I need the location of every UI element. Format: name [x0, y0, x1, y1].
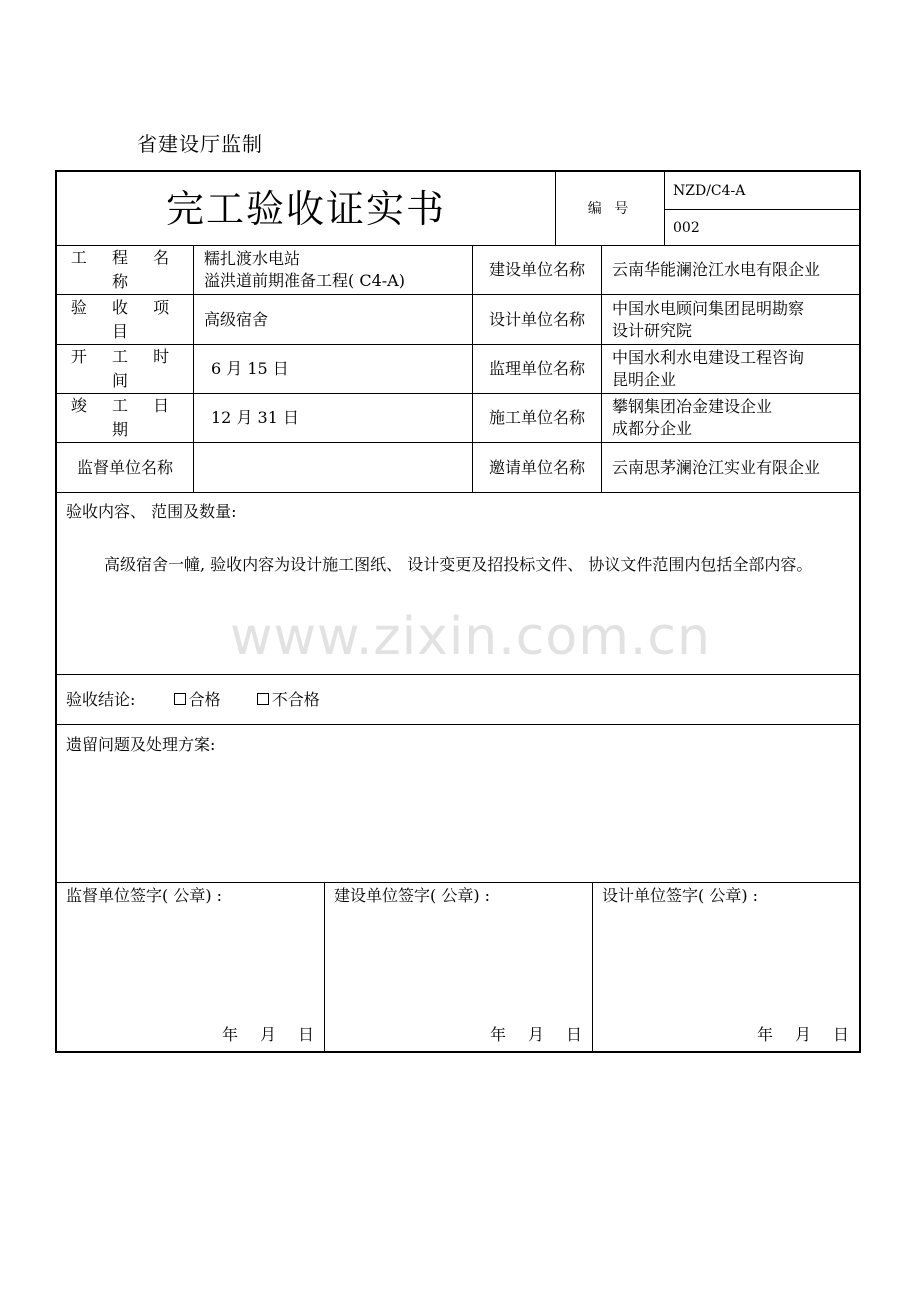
fail-checkbox-icon[interactable] — [257, 693, 269, 705]
signature-designer-label: 设计单位签字( 公章) : — [602, 886, 759, 905]
project-name-line1: 糯扎渡水电站 — [204, 249, 301, 268]
oversight-label-text: 监督单位名称 — [76, 457, 173, 477]
completion-date-label-text: 竣 工 日 期 — [70, 396, 180, 439]
signature-builder — [325, 883, 593, 1051]
day-label: 日 — [565, 1025, 582, 1044]
header-note: 省建设厅监制 — [137, 132, 263, 156]
project-name-value — [194, 246, 473, 295]
constructor-line2: 成都分企业 — [612, 419, 693, 438]
fail-label: 不合格 — [271, 690, 320, 709]
year-label: 年 — [221, 1025, 238, 1044]
supervisor-label-text: 监理单位名称 — [488, 359, 585, 378]
inspection-item-value — [194, 295, 473, 345]
serial-code: NZD/C4-A — [673, 182, 746, 199]
project-name-line2: 溢洪道前期准备工程( C4-A) — [204, 271, 405, 290]
supervisor-line2: 昆明企业 — [612, 370, 677, 389]
completion-date-value — [194, 394, 473, 443]
completion-date-label — [57, 394, 194, 443]
signature-designer-date — [735, 1023, 849, 1047]
fail-option[interactable] — [257, 690, 320, 709]
conclusion-row — [66, 689, 320, 711]
conclusion-label: 验收结论: — [66, 690, 136, 709]
signature-oversight-date — [200, 1023, 314, 1047]
project-name-label — [57, 246, 194, 295]
designer-value — [602, 295, 859, 345]
project-name-label-text: 工 程 名 称 — [70, 248, 180, 291]
signature-designer — [593, 883, 859, 1051]
content-label: 验收内容、 范围及数量: — [66, 502, 237, 521]
oversight-value[interactable] — [194, 443, 473, 493]
content-body: 高级宿舍一幢, 验收内容为设计施工图纸、 设计变更及招投标文件、 协议文件范围内包括全部内容。 — [104, 555, 813, 574]
signature-builder-label: 建设单位签字( 公章) : — [334, 886, 491, 905]
invited-value-text: 云南思茅澜沧江实业有限企业 — [612, 457, 821, 477]
constructor-label-text: 施工单位名称 — [488, 408, 585, 427]
day-label: 日 — [832, 1025, 849, 1044]
serial-label: 编 号 — [587, 200, 633, 217]
invited-label — [473, 443, 602, 493]
designer-line1: 中国水电顾问集团昆明勘察 — [612, 298, 805, 318]
start-time-value-text: 6 月 15 日 — [211, 359, 289, 378]
designer-line2: 设计研究院 — [612, 320, 693, 340]
content-section — [57, 493, 859, 675]
year-label: 年 — [756, 1025, 773, 1044]
title-cell — [57, 172, 556, 246]
month-label: 月 — [259, 1025, 276, 1044]
remaining-label: 遗留问题及处理方案: — [66, 735, 216, 754]
completion-certificate-form — [55, 170, 861, 1053]
constructor-line1: 攀钢集团冶金建设企业 — [612, 397, 773, 416]
supervisor-value — [602, 345, 859, 394]
month-label: 月 — [794, 1025, 811, 1044]
designer-label — [473, 295, 602, 345]
designer-label-text: 设计单位名称 — [488, 309, 585, 329]
completion-date-value-text: 12 月 31 日 — [211, 408, 299, 427]
supervisor-label — [473, 345, 602, 394]
conclusion-section — [57, 675, 859, 725]
builder-label-text: 建设单位名称 — [488, 260, 585, 279]
oversight-label — [57, 443, 194, 493]
remaining-issues-section — [57, 725, 859, 883]
invited-label-text: 邀请单位名称 — [488, 457, 585, 477]
serial-number-cell — [665, 210, 859, 246]
serial-code-cell — [665, 172, 859, 210]
start-time-label-text: 开 工 时 间 — [70, 347, 180, 390]
year-label: 年 — [489, 1025, 506, 1044]
start-time-value — [194, 345, 473, 394]
pass-checkbox-icon[interactable] — [174, 693, 186, 705]
invited-value — [602, 443, 859, 493]
constructor-label — [473, 394, 602, 443]
pass-option[interactable] — [174, 690, 221, 709]
watermark: www.zixin.com.cn — [230, 607, 711, 667]
signature-oversight — [57, 883, 325, 1051]
day-label: 日 — [297, 1025, 314, 1044]
signature-builder-date — [468, 1023, 582, 1047]
constructor-value — [602, 394, 859, 443]
start-time-label — [57, 345, 194, 394]
form-title: 完工验收证实书 — [165, 186, 446, 231]
serial-number: 002 — [673, 219, 700, 236]
serial-label-cell — [556, 172, 665, 246]
pass-label: 合格 — [188, 690, 221, 709]
builder-value-text: 云南华能澜沧江水电有限企业 — [612, 260, 821, 279]
signature-oversight-label: 监督单位签字( 公章) : — [66, 886, 223, 905]
supervisor-line1: 中国水利水电建设工程咨询 — [612, 348, 805, 367]
inspection-item-label-text: 验 收 项 目 — [70, 297, 180, 341]
month-label: 月 — [527, 1025, 544, 1044]
builder-label — [473, 246, 602, 295]
inspection-item-value-text: 高级宿舍 — [204, 309, 269, 329]
builder-value — [602, 246, 859, 295]
inspection-item-label — [57, 295, 194, 345]
